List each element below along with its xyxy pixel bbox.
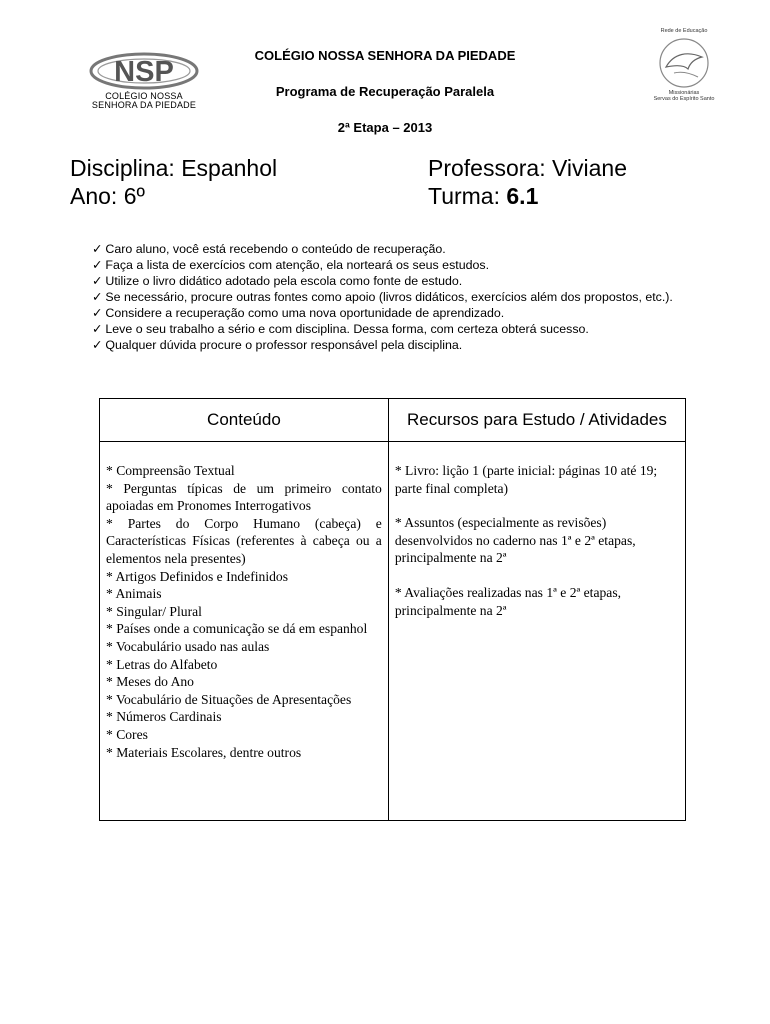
logo-mark: NSP: [114, 56, 174, 88]
resource-item: * Avaliações realizadas nas 1ª e 2ª etapas, principalmente na 2ª: [394, 584, 622, 618]
check-icon: ✓: [92, 338, 103, 352]
dove-icon: [644, 35, 724, 91]
list-item: ✓ Se necessário, procure outras fontes como apoio (livros didáticos, exercícios além dos propostos, etc.).: [92, 290, 673, 304]
list-item: ✓ Considere a recuperação como uma nova oportunidade de aprendizado.: [92, 306, 505, 320]
logo-line-1: COLÉGIO NOSSA: [105, 91, 183, 101]
header-resources: Recursos para Estudo / Atividades: [388, 399, 685, 442]
class-label: [428, 183, 538, 210]
list-item: ✓ Utilize o livro didático adotado pela escola como fonte de estudo.: [92, 274, 463, 288]
check-icon: ✓: [92, 242, 103, 256]
content-item: * Perguntas típicas de um primeiro contato apoiadas em Pronomes Interrogativos: [106, 480, 382, 514]
class-value: 6.1: [506, 183, 539, 209]
logo-line-2: SENHORA DA PIEDADE: [91, 100, 197, 110]
check-icon: ✓: [92, 322, 103, 336]
resources-cell: [388, 442, 685, 821]
content-item: * Artigos Definidos e Indefinidos: [106, 568, 288, 584]
program-title: Programa de Recuperação Paralela: [275, 84, 495, 99]
resource-item: * Livro: lição 1 (parte inicial: páginas 10 até 19; parte final completa): [394, 463, 658, 496]
network-logo-top: Rede de Educação: [660, 28, 708, 34]
content-table: [99, 398, 686, 821]
school-name: COLÉGIO NOSSA SENHORA DA PIEDADE: [254, 48, 516, 63]
class-label-text: Turma:: [428, 183, 507, 209]
network-logo-line-2: Servas do Espírito Santo: [653, 96, 715, 102]
list-item: ✓ Caro aluno, você está recebendo o conteúdo de recuperação.: [92, 242, 446, 256]
content-item: * Letras do Alfabeto: [106, 656, 218, 672]
teacher-label: Professora: Viviane: [428, 155, 628, 181]
list-item: ✓ Qualquer dúvida procure o professor responsável pela disciplina.: [92, 338, 463, 352]
content-item: * Singular/ Plural: [106, 603, 202, 619]
content-item: * Países onde a comunicação se dá em espanhol: [106, 621, 368, 637]
table-row: [100, 442, 686, 821]
header-content: Conteúdo: [100, 399, 389, 442]
content-item: * Cores: [106, 726, 148, 742]
year-label: Ano: 6º: [70, 183, 145, 209]
stage-label: 2ª Etapa – 2013: [337, 120, 433, 135]
resource-item: * Assuntos (especialmente as revisões) desenvolvidos no caderno nas 1ª e 2ª etapas, principalmente na 2ª: [394, 515, 636, 566]
content-item: * Vocabulário usado nas aulas: [106, 638, 270, 654]
list-item: ✓ Faça a lista de exercícios com atenção, ela norteará os seus estudos.: [92, 258, 490, 272]
discipline-label: Disciplina: Espanhol: [70, 155, 278, 181]
content-cell: [100, 442, 389, 821]
content-item: * Vocabulário de Situações de Apresentações: [106, 691, 352, 707]
content-item: * Partes do Corpo Humano (cabeça) e Características Físicas (referentes à cabeça ou a elementos nela presentes): [106, 515, 382, 566]
content-item: * Compreensão Textual: [106, 463, 235, 478]
content-item: * Números Cardinais: [106, 709, 222, 725]
instructions-list: [92, 241, 678, 353]
check-icon: ✓: [92, 274, 103, 288]
check-icon: ✓: [92, 258, 103, 272]
content-item: * Meses do Ano: [106, 674, 194, 690]
network-logo-line-1: Missionárias: [668, 90, 700, 96]
content-item: * Animais: [106, 586, 162, 602]
list-item: ✓ Leve o seu trabalho a sério e com disciplina. Dessa forma, com certeza obterá sucesso.: [92, 322, 589, 336]
check-icon: ✓: [92, 306, 103, 320]
content-item: * Materiais Escolares, dentre outros: [106, 744, 302, 760]
check-icon: ✓: [92, 290, 103, 304]
